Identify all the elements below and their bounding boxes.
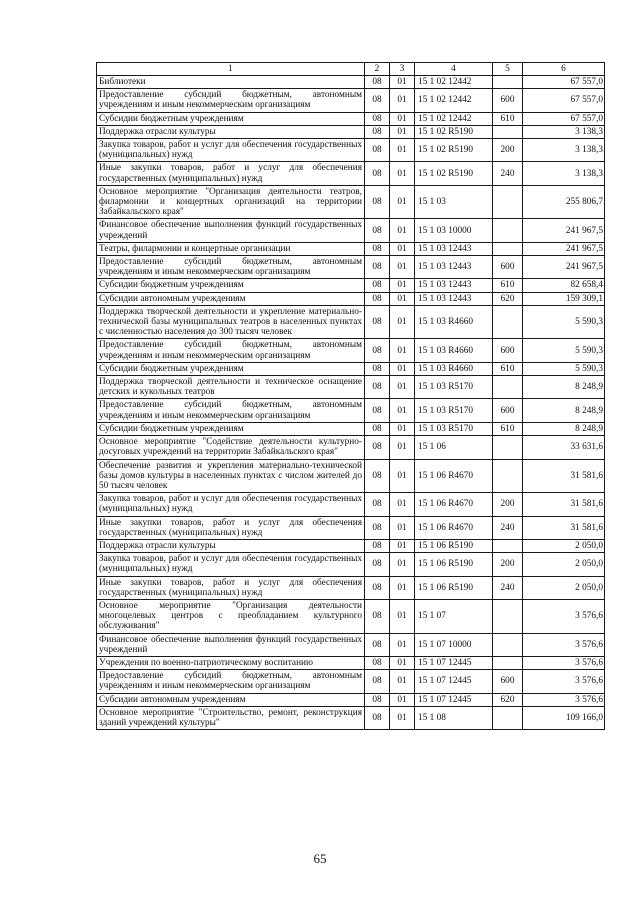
row-target-article-cell: 15 1 02 R5190 (415, 125, 493, 138)
table-row (97, 493, 605, 516)
row-amount-cell: 109 166,0 (523, 706, 605, 729)
row-subsection-cell: 01 (390, 219, 415, 242)
row-amount-cell: 2 050,0 (523, 576, 605, 599)
table-row (97, 670, 605, 693)
row-expense-type-cell (493, 633, 523, 656)
row-subsection-cell: 01 (390, 185, 415, 219)
row-subsection-cell: 01 (390, 576, 415, 599)
row-section-cell: 08 (365, 242, 390, 255)
row-expense-type-cell: 240 (493, 516, 523, 539)
row-section-cell: 08 (365, 376, 390, 399)
row-section-cell: 08 (365, 125, 390, 138)
row-subsection-cell: 01 (390, 256, 415, 279)
row-expense-type-cell: 240 (493, 162, 523, 185)
row-target-article-cell: 15 1 03 12443 (415, 292, 493, 305)
row-subsection-cell: 01 (390, 399, 415, 422)
table-row (97, 553, 605, 576)
row-amount-cell: 33 631,6 (523, 436, 605, 459)
row-section-cell: 08 (365, 305, 390, 339)
row-section-cell: 08 (365, 706, 390, 729)
row-subsection-cell: 01 (390, 292, 415, 305)
table-row (97, 305, 605, 339)
row-subsection-cell: 01 (390, 139, 415, 162)
row-amount-cell: 255 806,7 (523, 185, 605, 219)
row-name-cell: Иные закупки товаров, работ и услуг для обеспечения государственных (муниципальных) нужд (97, 162, 365, 185)
row-target-article-cell: 15 1 02 12442 (415, 76, 493, 89)
table-row (97, 459, 605, 493)
row-amount-cell: 67 557,0 (523, 112, 605, 125)
row-subsection-cell: 01 (390, 422, 415, 435)
row-name-cell: Основное мероприятие "Строительство, ремонт, реконструкция зданий учреждений культуры" (97, 706, 365, 729)
row-name-cell: Предоставление субсидий бюджетным, автономным учреждениям и иным некоммерческим организациям (97, 399, 365, 422)
row-amount-cell: 5 590,3 (523, 339, 605, 362)
row-amount-cell: 241 967,5 (523, 242, 605, 255)
row-section-cell: 08 (365, 256, 390, 279)
row-target-article-cell: 15 1 07 12445 (415, 693, 493, 706)
row-amount-cell: 31 581,6 (523, 493, 605, 516)
row-amount-cell: 3 576,6 (523, 670, 605, 693)
row-name-cell: Библиотеки (97, 76, 365, 89)
row-target-article-cell: 15 1 06 R5190 (415, 539, 493, 552)
table-row (97, 516, 605, 539)
table-row (97, 362, 605, 375)
row-name-cell: Предоставление субсидий бюджетным, автономным учреждениям и иным некоммерческим организациям (97, 670, 365, 693)
row-amount-cell: 3 576,6 (523, 693, 605, 706)
row-subsection-cell: 01 (390, 279, 415, 292)
row-amount-cell: 159 309,1 (523, 292, 605, 305)
row-expense-type-cell: 610 (493, 279, 523, 292)
row-section-cell: 08 (365, 539, 390, 552)
row-target-article-cell: 15 1 02 R5190 (415, 162, 493, 185)
row-subsection-cell: 01 (390, 339, 415, 362)
row-name-cell: Иные закупки товаров, работ и услуг для обеспечения государственных (муниципальных) нужд (97, 516, 365, 539)
row-section-cell: 08 (365, 493, 390, 516)
row-target-article-cell: 15 1 03 12443 (415, 256, 493, 279)
table-row (97, 125, 605, 138)
row-section-cell: 08 (365, 362, 390, 375)
row-expense-type-cell (493, 599, 523, 633)
row-name-cell: Основное мероприятие "Содействие деятельности культурно-досуговых учреждений на территории Забайкальского края" (97, 436, 365, 459)
row-expense-type-cell: 240 (493, 576, 523, 599)
row-expense-type-cell (493, 76, 523, 89)
row-target-article-cell: 15 1 07 12445 (415, 656, 493, 669)
row-target-article-cell: 15 1 02 R5190 (415, 139, 493, 162)
row-section-cell: 08 (365, 279, 390, 292)
row-subsection-cell: 01 (390, 516, 415, 539)
row-subsection-cell: 01 (390, 362, 415, 375)
row-expense-type-cell (493, 305, 523, 339)
row-subsection-cell: 01 (390, 599, 415, 633)
row-target-article-cell: 15 1 02 12442 (415, 112, 493, 125)
table-row (97, 599, 605, 633)
row-section-cell: 08 (365, 599, 390, 633)
row-section-cell: 08 (365, 422, 390, 435)
row-target-article-cell: 15 1 07 (415, 599, 493, 633)
row-section-cell: 08 (365, 516, 390, 539)
row-subsection-cell: 01 (390, 89, 415, 112)
row-expense-type-cell (493, 185, 523, 219)
row-target-article-cell: 15 1 02 12442 (415, 89, 493, 112)
row-expense-type-cell: 620 (493, 693, 523, 706)
table-row (97, 76, 605, 89)
row-subsection-cell: 01 (390, 633, 415, 656)
row-subsection-cell: 01 (390, 693, 415, 706)
row-target-article-cell: 15 1 03 (415, 185, 493, 219)
row-expense-type-cell (493, 436, 523, 459)
row-subsection-cell: 01 (390, 706, 415, 729)
row-name-cell: Субсидии автономным учреждениям (97, 292, 365, 305)
table-row (97, 422, 605, 435)
row-subsection-cell: 01 (390, 553, 415, 576)
table-row (97, 185, 605, 219)
row-target-article-cell: 15 1 06 R4670 (415, 459, 493, 493)
row-name-cell: Театры, филармонии и концертные организации (97, 242, 365, 255)
row-subsection-cell: 01 (390, 459, 415, 493)
row-expense-type-cell: 610 (493, 422, 523, 435)
table-row (97, 706, 605, 729)
row-amount-cell: 3 138,3 (523, 125, 605, 138)
row-amount-cell: 67 557,0 (523, 89, 605, 112)
row-name-cell: Субсидии бюджетным учреждениям (97, 362, 365, 375)
table-row (97, 292, 605, 305)
row-expense-type-cell: 600 (493, 399, 523, 422)
header-col-name: 1 (97, 63, 365, 76)
row-name-cell: Субсидии автономным учреждениям (97, 693, 365, 706)
header-col-expense-type: 5 (493, 63, 523, 76)
row-section-cell: 08 (365, 576, 390, 599)
row-name-cell: Основное мероприятие "Организация деятельности многоцелевых центров с преобладанием культурного обслуживания" (97, 599, 365, 633)
row-subsection-cell: 01 (390, 76, 415, 89)
row-target-article-cell: 15 1 03 12443 (415, 279, 493, 292)
table-row (97, 376, 605, 399)
row-target-article-cell: 15 1 06 R5190 (415, 576, 493, 599)
row-section-cell: 08 (365, 693, 390, 706)
row-amount-cell: 2 050,0 (523, 539, 605, 552)
table-row (97, 219, 605, 242)
row-name-cell: Основное мероприятие "Организация деятельности театров, филармонии и концертных организаций на территории Забайкальского края" (97, 185, 365, 219)
row-expense-type-cell: 200 (493, 139, 523, 162)
row-section-cell: 08 (365, 459, 390, 493)
row-name-cell: Обеспечение развития и укрепления материально-технической базы домов культуры в населенных пунктах с числом жителей до 50 тысяч человек (97, 459, 365, 493)
row-amount-cell: 3 576,6 (523, 633, 605, 656)
row-subsection-cell: 01 (390, 656, 415, 669)
header-col-section: 2 (365, 63, 390, 76)
row-target-article-cell: 15 1 03 10000 (415, 219, 493, 242)
table-row (97, 399, 605, 422)
row-section-cell: 08 (365, 399, 390, 422)
row-target-article-cell: 15 1 03 12443 (415, 242, 493, 255)
table-row (97, 139, 605, 162)
row-section-cell: 08 (365, 162, 390, 185)
row-section-cell: 08 (365, 656, 390, 669)
row-amount-cell: 67 557,0 (523, 76, 605, 89)
row-subsection-cell: 01 (390, 305, 415, 339)
row-amount-cell: 8 248,9 (523, 422, 605, 435)
row-expense-type-cell (493, 539, 523, 552)
row-expense-type-cell: 600 (493, 256, 523, 279)
header-col-subsection: 3 (390, 63, 415, 76)
table-body (97, 76, 605, 730)
row-section-cell: 08 (365, 292, 390, 305)
row-expense-type-cell: 600 (493, 339, 523, 362)
table-row (97, 162, 605, 185)
row-expense-type-cell: 200 (493, 553, 523, 576)
row-subsection-cell: 01 (390, 162, 415, 185)
row-expense-type-cell (493, 219, 523, 242)
row-subsection-cell: 01 (390, 436, 415, 459)
table-row (97, 576, 605, 599)
row-section-cell: 08 (365, 89, 390, 112)
row-subsection-cell: 01 (390, 670, 415, 693)
row-name-cell: Поддержка творческой деятельности и укрепление материально-технической базы муниципальных театров в населенных пунктах с численностью населения до 300 тысяч человек (97, 305, 365, 339)
row-subsection-cell: 01 (390, 376, 415, 399)
row-amount-cell: 5 590,3 (523, 362, 605, 375)
table-row (97, 279, 605, 292)
table-row (97, 89, 605, 112)
row-name-cell: Закупка товаров, работ и услуг для обеспечения государственных (муниципальных) нужд (97, 493, 365, 516)
row-section-cell: 08 (365, 553, 390, 576)
row-amount-cell: 8 248,9 (523, 399, 605, 422)
row-amount-cell: 3 576,6 (523, 656, 605, 669)
row-section-cell: 08 (365, 112, 390, 125)
row-amount-cell: 31 581,6 (523, 459, 605, 493)
row-target-article-cell: 15 1 03 R4660 (415, 339, 493, 362)
row-section-cell: 08 (365, 339, 390, 362)
row-section-cell: 08 (365, 670, 390, 693)
row-amount-cell: 3 576,6 (523, 599, 605, 633)
table-row (97, 693, 605, 706)
row-name-cell: Поддержка творческой деятельности и техническое оснащение детских и кукольных театров (97, 376, 365, 399)
row-name-cell: Поддержка отрасли культуры (97, 125, 365, 138)
table-row (97, 633, 605, 656)
row-section-cell: 08 (365, 139, 390, 162)
row-expense-type-cell: 620 (493, 292, 523, 305)
row-section-cell: 08 (365, 436, 390, 459)
row-name-cell: Предоставление субсидий бюджетным, автономным учреждениям и иным некоммерческим организациям (97, 339, 365, 362)
row-subsection-cell: 01 (390, 493, 415, 516)
row-amount-cell: 241 967,5 (523, 256, 605, 279)
row-name-cell: Субсидии бюджетным учреждениям (97, 279, 365, 292)
row-target-article-cell: 15 1 03 R5170 (415, 376, 493, 399)
row-name-cell: Учреждения по военно-патриотическому воспитанию (97, 656, 365, 669)
row-name-cell: Субсидии бюджетным учреждениям (97, 422, 365, 435)
row-target-article-cell: 15 1 06 (415, 436, 493, 459)
table-row (97, 339, 605, 362)
table-row (97, 539, 605, 552)
row-expense-type-cell (493, 656, 523, 669)
row-subsection-cell: 01 (390, 112, 415, 125)
row-subsection-cell: 01 (390, 539, 415, 552)
row-expense-type-cell: 600 (493, 670, 523, 693)
header-col-target-article: 4 (415, 63, 493, 76)
row-expense-type-cell (493, 376, 523, 399)
row-target-article-cell: 15 1 07 10000 (415, 633, 493, 656)
row-name-cell: Закупка товаров, работ и услуг для обеспечения государственных (муниципальных) нужд (97, 553, 365, 576)
table-row (97, 256, 605, 279)
row-name-cell: Поддержка отрасли культуры (97, 539, 365, 552)
row-amount-cell: 3 138,3 (523, 139, 605, 162)
row-expense-type-cell: 200 (493, 493, 523, 516)
row-expense-type-cell: 600 (493, 89, 523, 112)
budget-table-sheet (96, 62, 604, 730)
row-target-article-cell: 15 1 03 R5170 (415, 399, 493, 422)
row-name-cell: Предоставление субсидий бюджетным, автономным учреждениям и иным некоммерческим организациям (97, 256, 365, 279)
table-row (97, 112, 605, 125)
row-name-cell: Предоставление субсидий бюджетным, автономным учреждениям и иным некоммерческим организациям (97, 89, 365, 112)
row-expense-type-cell: 610 (493, 362, 523, 375)
row-target-article-cell: 15 1 06 R4670 (415, 493, 493, 516)
row-target-article-cell: 15 1 08 (415, 706, 493, 729)
row-name-cell: Финансовое обеспечение выполнения функций государственных учреждений (97, 219, 365, 242)
row-amount-cell: 82 658,4 (523, 279, 605, 292)
row-target-article-cell: 15 1 07 12445 (415, 670, 493, 693)
row-amount-cell: 5 590,3 (523, 305, 605, 339)
row-subsection-cell: 01 (390, 125, 415, 138)
row-expense-type-cell (493, 459, 523, 493)
row-amount-cell: 8 248,9 (523, 376, 605, 399)
row-amount-cell: 2 050,0 (523, 553, 605, 576)
table-header-row (97, 63, 605, 76)
budget-table (96, 62, 605, 730)
row-amount-cell: 3 138,3 (523, 162, 605, 185)
header-col-amount: 6 (523, 63, 605, 76)
row-name-cell: Субсидии бюджетным учреждениям (97, 112, 365, 125)
row-target-article-cell: 15 1 03 R4660 (415, 362, 493, 375)
row-section-cell: 08 (365, 185, 390, 219)
table-row (97, 242, 605, 255)
row-amount-cell: 31 581,6 (523, 516, 605, 539)
page-number: 65 (313, 851, 327, 866)
row-expense-type-cell (493, 706, 523, 729)
row-target-article-cell: 15 1 03 R5170 (415, 422, 493, 435)
table-row (97, 436, 605, 459)
row-name-cell: Иные закупки товаров, работ и услуг для обеспечения государственных (муниципальных) нужд (97, 576, 365, 599)
row-section-cell: 08 (365, 633, 390, 656)
row-subsection-cell: 01 (390, 242, 415, 255)
row-target-article-cell: 15 1 03 R4660 (415, 305, 493, 339)
row-name-cell: Финансовое обеспечение выполнения функций государственных учреждений (97, 633, 365, 656)
row-name-cell: Закупка товаров, работ и услуг для обеспечения государственных (муниципальных) нужд (97, 139, 365, 162)
row-expense-type-cell: 610 (493, 112, 523, 125)
row-target-article-cell: 15 1 06 R5190 (415, 553, 493, 576)
table-row (97, 656, 605, 669)
row-section-cell: 08 (365, 76, 390, 89)
row-expense-type-cell (493, 125, 523, 138)
row-expense-type-cell (493, 242, 523, 255)
row-section-cell: 08 (365, 219, 390, 242)
row-target-article-cell: 15 1 06 R4670 (415, 516, 493, 539)
row-amount-cell: 241 967,5 (523, 219, 605, 242)
